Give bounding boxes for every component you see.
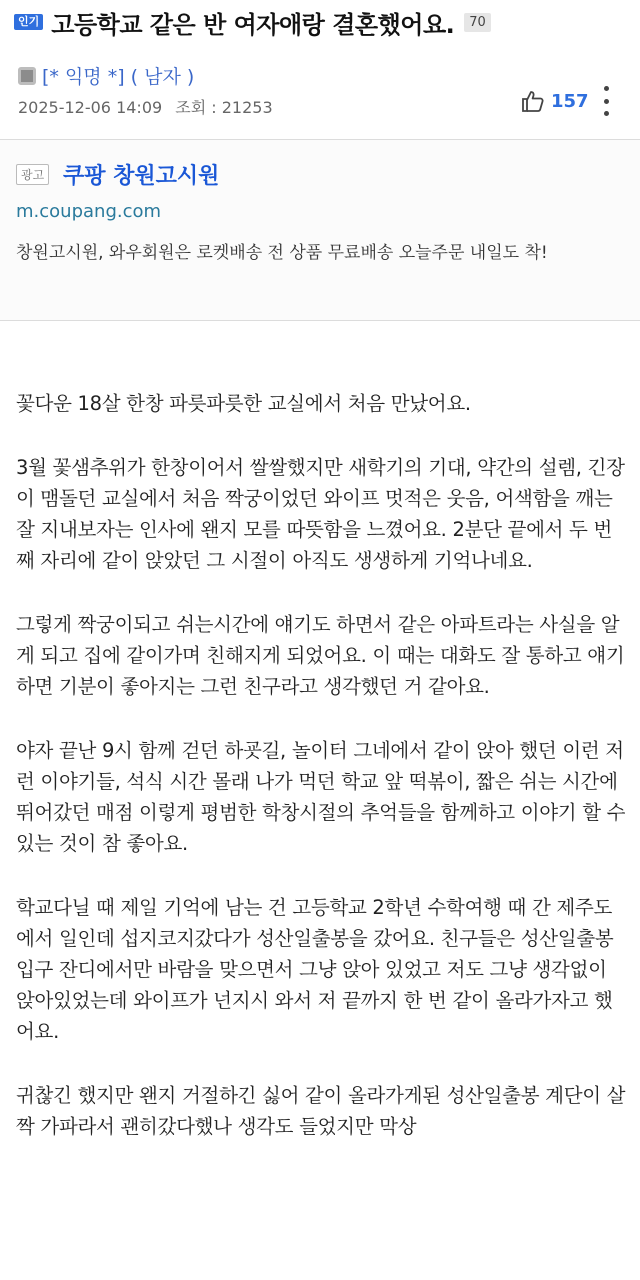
post-views: 조회 : 21253	[175, 98, 273, 117]
post-meta	[18, 95, 281, 118]
author-name[interactable]: [* 익명 *] ( 남자 )	[42, 66, 195, 88]
like-count: 157	[551, 90, 589, 112]
post-date: 2025-12-06 14:09	[18, 98, 163, 117]
ad-description: 창원고시원, 와우회원은 로켓배송 전 상품 무료배송 오늘주문 내일도 착!	[16, 243, 548, 263]
ad-divider	[0, 320, 640, 321]
ad-title[interactable]: 쿠팡 창원고시원	[63, 164, 220, 189]
anonymous-user-icon	[18, 67, 36, 85]
ad-label: 광고	[16, 164, 49, 185]
post-body	[16, 388, 626, 1175]
body-paragraph: 귀찮긴 했지만 왠지 거절하긴 싫어 같이 올라가게된 성산일출봉 계단이 살짝 가파라서 괜히갔다했나 생각도 들었지만 막상	[16, 1084, 626, 1138]
post-title-row	[14, 6, 630, 38]
hot-badge: 인기	[14, 14, 43, 30]
body-paragraph: 야자 끝난 9시 함께 걷던 하굣길, 놀이터 그네에서 같이 앉아 했던 이런 저런 이야기들, 석식 시간 몰래 나가 먹던 학교 앞 떡볶이, 짧은 쉬는 시간에 뛰어갔던 매점 이렇게 평범한 학창시절의 추억들을 함께하고 이야기 할 수 있는 것이 참 좋아요.	[16, 739, 626, 855]
body-paragraph: 그렇게 짝궁이되고 쉬는시간에 얘기도 하면서 같은 아파트라는 사실을 알게 되고 집에 같이가며 친해지게 되었어요. 이 때는 대화도 잘 통하고 얘기하면 기분이 좋아지는 그런 친구라고 생각했던 거 같아요.	[16, 613, 625, 698]
post-title: 고등학교 같은 반 여자애랑 결혼했어요.	[51, 10, 455, 39]
body-paragraph: 학교다닐 때 제일 기억에 남는 건 고등학교 2학년 수학여행 때 간 제주도에서 일인데 섭지코지갔다가 성산일출봉을 갔어요. 친구들은 성산일출봉 입구 잔디에서만 바람을 맞으면서 그냥 앉아 있었고 저도 그냥 생각없이 앉아있었는데 와이프가 넌지시 와서 저 끝까지 한 번 같이 올라가자고 했어요.	[16, 896, 614, 1043]
like-button[interactable]	[521, 90, 589, 112]
thumbs-up-icon	[521, 90, 545, 112]
body-paragraph: 꽃다운 18살 한창 파릇파릇한 교실에서 처음 만났어요.	[16, 392, 471, 415]
comment-count-badge[interactable]: 70	[464, 13, 491, 32]
author-row	[18, 62, 194, 89]
ad-url[interactable]: m.coupang.com	[16, 201, 162, 222]
more-vertical-icon[interactable]	[600, 86, 612, 116]
body-paragraph: 3월 꽃샘추위가 한창이어서 쌀쌀했지만 새학기의 기대, 약간의 설렘, 긴장이 맴돌던 교실에서 처음 짝궁이었던 와이프 멋적은 웃음, 어색함을 깨는 잘 지내보자는 인사에 왠지 모를 따뜻함을 느꼈어요. 2분단 끝에서 두 번째 자리에 같이 앉았던 그 시절이 아직도 생생하게 기억나네요.	[16, 456, 625, 572]
